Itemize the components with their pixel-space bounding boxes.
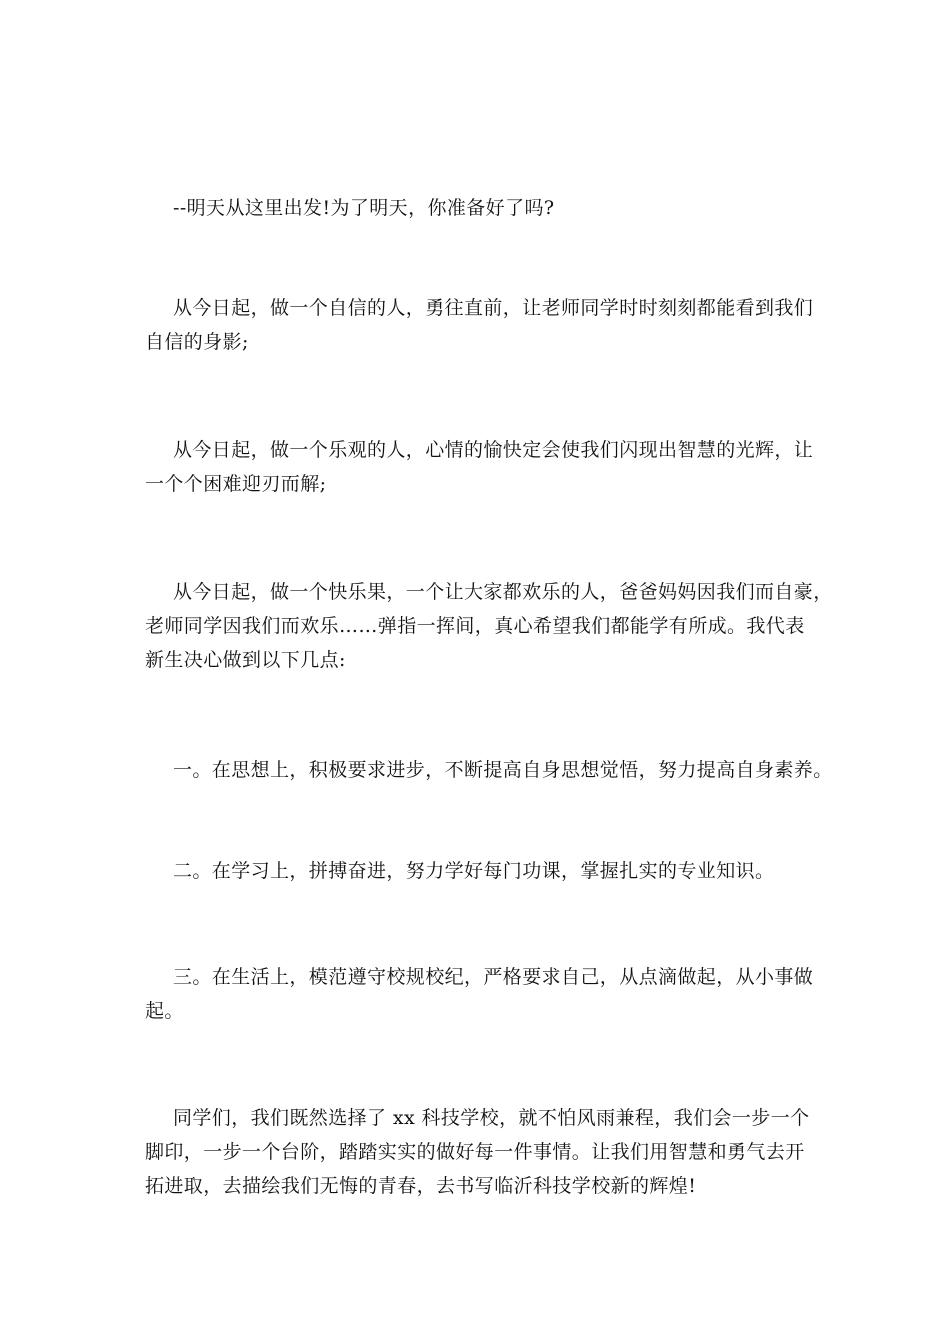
paragraph-line: 一。在思想上，积极要求进步，不断提高自身思想觉悟，努力提高自身素养。 [173, 759, 833, 781]
paragraph-optimistic [145, 433, 815, 501]
paragraph-line: 从今日起，做一个自信的人，勇往直前，让老师同学时时刻刻都能看到我们 [173, 297, 814, 319]
paragraph-line: 从今日起，做一个乐观的人，心情的愉快定会使我们闪现出智慧的光辉，让 [173, 439, 814, 461]
paragraph-line: 老师同学因我们而欢乐……弹指一挥间，真心希望我们都能学有所成。我代表 [145, 615, 805, 637]
paragraph-line: 拓进取，去描绘我们无悔的青春，去书写临沂科技学校新的辉煌! [145, 1175, 697, 1197]
paragraph-line: 起。 [145, 1000, 184, 1022]
paragraph-confident [145, 291, 815, 359]
paragraph-point-one [145, 753, 833, 787]
paragraph-question [145, 191, 815, 225]
paragraph-happy [145, 575, 833, 677]
paragraph-line: 从今日起，做一个快乐果，一个让大家都欢乐的人，爸爸妈妈因我们而自豪， [173, 581, 833, 603]
paragraph-line: 脚印，一步一个台阶，踏踏实实的做好每一件事情。让我们用智慧和勇气去开 [145, 1141, 805, 1163]
paragraph-line: 二。在学习上，拼搏奋进，努力学好每门功课，掌握扎实的专业知识。 [173, 860, 775, 882]
paragraph-line: 一个个困难迎刃而解; [145, 473, 327, 495]
paragraph-line: 同学们，我们既然选择了 xx 科技学校，就不怕风雨兼程，我们会一步一个 [173, 1107, 810, 1129]
paragraph-closing [145, 1101, 815, 1203]
paragraph-line: 三。在生活上，模范遵守校规校纪，严格要求自己，从点滴做起，从小事做 [173, 966, 814, 988]
paragraph-line: --明天从这里出发!为了明天，你准备好了吗? [173, 197, 555, 219]
paragraph-point-three [145, 960, 815, 1028]
paragraph-line: 自信的身影; [145, 331, 249, 353]
paragraph-line: 新生决心做到以下几点: [145, 649, 346, 671]
paragraph-point-two [145, 854, 815, 888]
